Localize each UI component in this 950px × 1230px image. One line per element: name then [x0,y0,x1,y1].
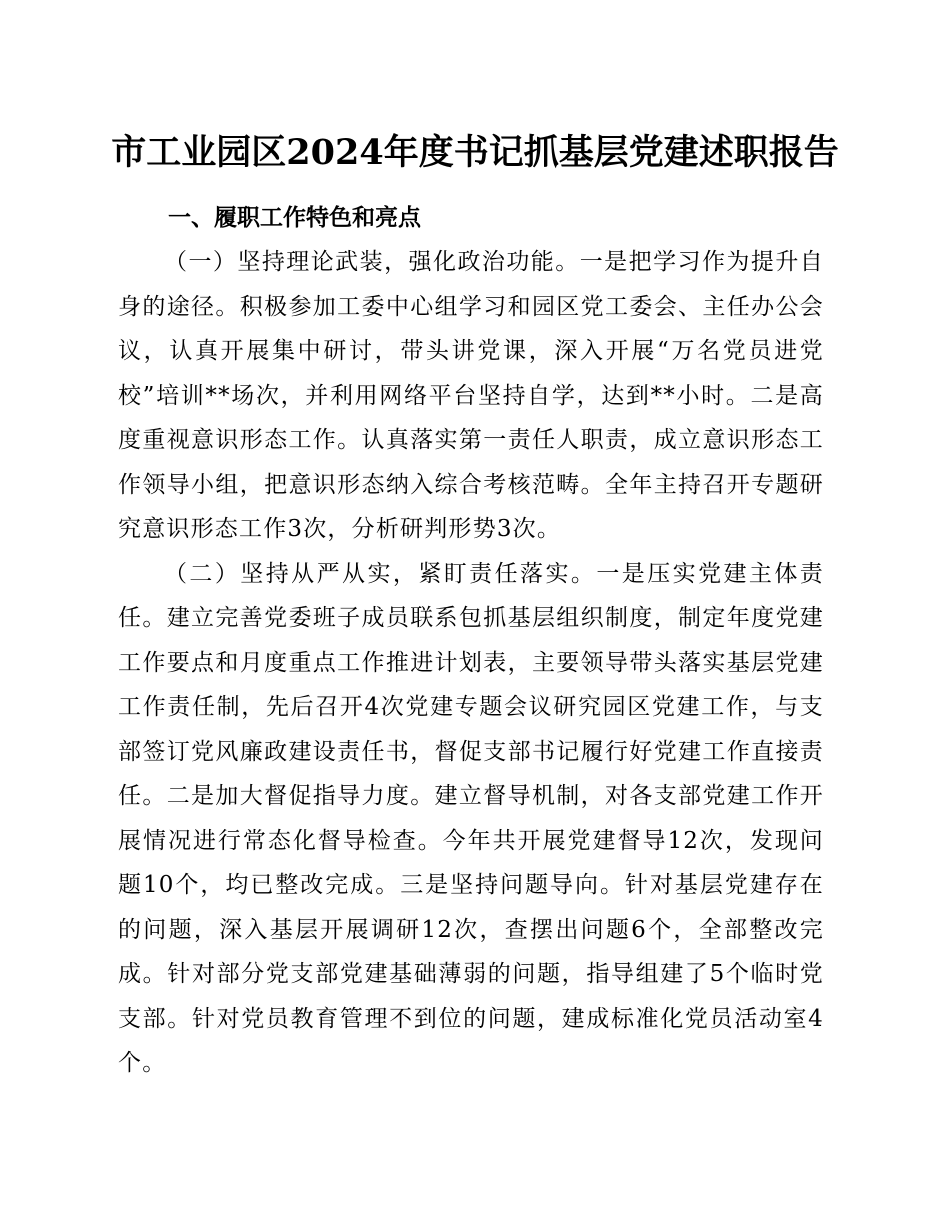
document-body [118,240,824,1086]
section-heading: 一、履职工作特色和亮点 [168,205,421,231]
paragraph-1: （一）坚持理论武装，强化政治功能。一是把学习作为提升自身的途径。积极参加工委中心组学习和园区党工委会、主任办公会议，认真开展集中研讨，带头讲党课，深入开展“万名党员进党校”培训**场次，并利用网络平台坚持自学，达到**小时。二是高度重视意识形态工作。认真落实第一责任人职责，成立意识形态工作领导小组，把意识形态纳入综合考核范畴。全年主持召开专题研究意识形态工作3次，分析研判形势3次。 [118,249,824,542]
document-title: 市工业园区2024年度书记抓基层党建述职报告 [111,132,839,173]
paragraph-2: （二）坚持从严从实，紧盯责任落实。一是压实党建主体责任。建立完善党委班子成员联系包抓基层组织制度，制定年度党建工作要点和月度重点工作推进计划表，主要领导带头落实基层党建工作责任制，先后召开4次党建专题会议研究园区党建工作，与支部签订党风廉政建设责任书，督促支部书记履行好党建工作直接责任。二是加大督促指导力度。建立督导机制，对各支部党建工作开展情况进行常态化督导检查。今年共开展党建督导12次，发现问题10个，均已整改完成。三是坚持问题导向。针对基层党建存在的问题，深入基层开展调研12次，查摆出问题6个，全部整改完成。针对部分党支部党建基础薄弱的问题，指导组建了5个临时党支部。针对党员教育管理不到位的问题，建成标准化党员活动室4个。 [118,560,824,1076]
